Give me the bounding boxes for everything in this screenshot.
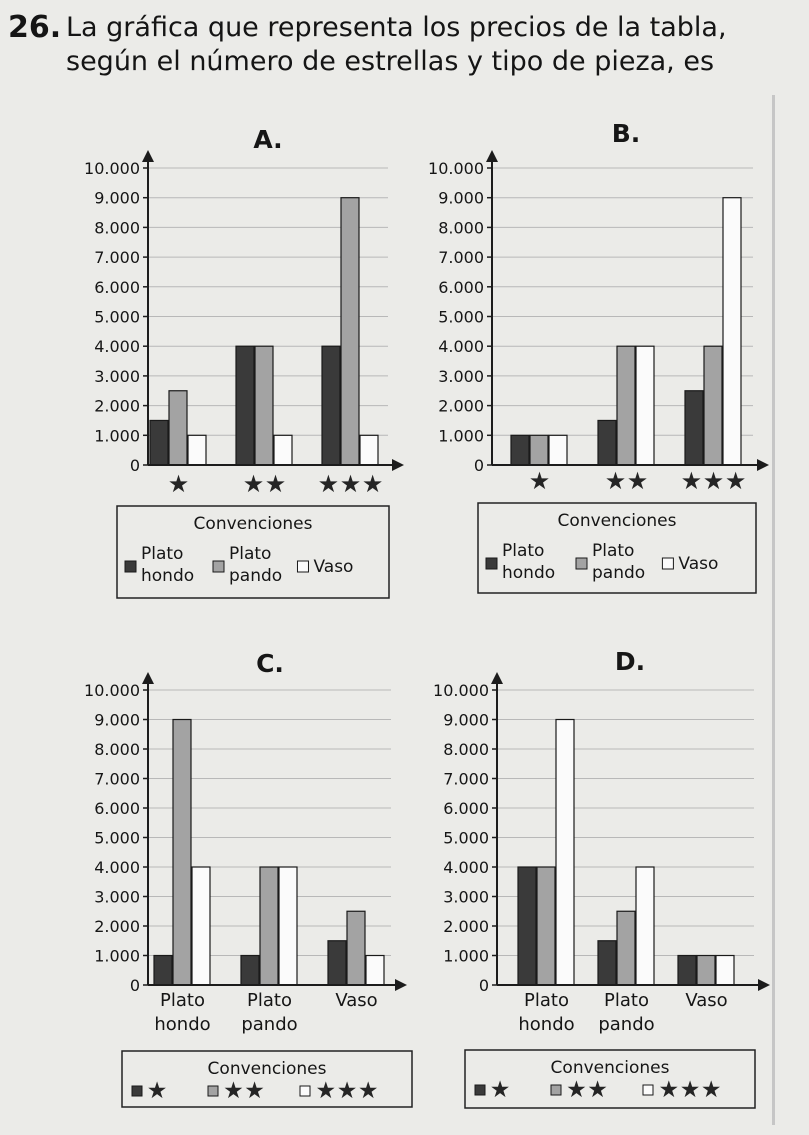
bar-3-1 — [678, 956, 696, 986]
legend-label — [223, 1078, 265, 1104]
legend-label: hondo — [141, 566, 195, 586]
y-tick-label: 9.000 — [94, 710, 140, 730]
y-tick-label: 8.000 — [438, 218, 484, 238]
legend-swatch — [486, 558, 497, 569]
category-label — [318, 470, 384, 498]
bar-3-3 — [716, 956, 734, 986]
y-tick-label: 5.000 — [94, 828, 140, 848]
bar-3-3 — [723, 198, 741, 465]
star-icon: ★ — [680, 467, 703, 495]
bar-3-1 — [328, 941, 346, 985]
star-icon: ★ — [724, 467, 747, 495]
y-tick-label: 1.000 — [443, 946, 489, 966]
bar-1-1 — [518, 867, 536, 985]
category-label: hondo — [154, 1014, 211, 1035]
chart-title: D. — [614, 647, 646, 676]
category-label: Plato — [604, 990, 649, 1011]
legend-label — [316, 1078, 379, 1104]
legend-swatch — [208, 1086, 218, 1096]
legend-title: Convenciones — [550, 1058, 670, 1078]
bar-2-1 — [598, 420, 616, 465]
star-icon: ★ — [489, 1077, 511, 1103]
y-tick-label: 5.000 — [438, 307, 484, 327]
category-label: hondo — [518, 1014, 575, 1035]
legend — [478, 503, 756, 593]
x-axis-arrow — [395, 979, 407, 991]
y-tick-label: 1.000 — [438, 426, 484, 446]
y-tick-label: 1.000 — [94, 426, 140, 446]
star-icon: ★ — [357, 1078, 379, 1104]
y-tick-label: 9.000 — [438, 188, 484, 208]
legend-swatch — [297, 561, 308, 572]
star-icon: ★ — [146, 1078, 168, 1104]
legend-label — [147, 1078, 168, 1104]
legend — [122, 1051, 412, 1107]
y-tick-label: 4.000 — [94, 337, 140, 357]
bar-3-3 — [360, 435, 378, 465]
legend-swatch — [643, 1085, 653, 1095]
y-tick-label: 4.000 — [438, 337, 484, 357]
y-tick-label: 5.000 — [443, 828, 489, 848]
bar-1-2 — [530, 435, 548, 465]
y-tick-label: 0 — [473, 456, 484, 475]
legend-swatch — [132, 1086, 142, 1096]
y-tick-label: 4.000 — [94, 858, 140, 877]
star-icon: ★ — [336, 1078, 358, 1104]
legend-label: hondo — [502, 563, 556, 583]
x-axis-arrow — [392, 459, 404, 471]
y-tick-label: 0 — [129, 456, 140, 475]
legend-label — [490, 1077, 511, 1103]
legend-swatch — [576, 558, 587, 569]
legend-title: Convenciones — [557, 511, 677, 531]
y-tick-label: 8.000 — [94, 740, 140, 759]
legend-label: Plato — [229, 544, 272, 564]
bar-1-3 — [549, 435, 567, 465]
y-axis-arrow — [142, 672, 154, 684]
category-label — [529, 467, 551, 495]
y-tick-label: 8.000 — [443, 740, 489, 759]
legend-label: Plato — [592, 541, 635, 561]
bar-3-1 — [322, 346, 340, 465]
bar-3-2 — [341, 198, 359, 465]
category-label: pando — [241, 1014, 298, 1035]
category-label: Vaso — [685, 990, 728, 1011]
bar-1-3 — [192, 867, 210, 985]
legend — [117, 506, 389, 598]
star-icon: ★ — [702, 467, 725, 495]
y-tick-label: 2.000 — [443, 917, 489, 936]
star-icon: ★ — [587, 1077, 608, 1103]
star-icon: ★ — [167, 470, 190, 498]
y-tick-label: 6.000 — [94, 799, 140, 818]
y-tick-label: 1.000 — [94, 946, 140, 966]
chart-title: C. — [256, 649, 284, 678]
bar-3-2 — [347, 911, 365, 985]
star-icon: ★ — [566, 1077, 587, 1103]
y-tick-label: 6.000 — [438, 277, 484, 297]
star-icon: ★ — [242, 470, 265, 498]
bar-2-1 — [598, 941, 616, 985]
star-icon: ★ — [528, 467, 551, 495]
y-tick-label: 3.000 — [94, 366, 140, 386]
y-tick-label: 2.000 — [94, 396, 140, 416]
chart-c — [84, 649, 412, 1107]
bar-2-1 — [236, 346, 254, 465]
category-label: Plato — [247, 990, 292, 1011]
bar-1-3 — [556, 720, 574, 986]
chart-d — [433, 647, 770, 1108]
bar-1-3 — [188, 435, 206, 465]
y-tick-label: 3.000 — [438, 366, 484, 386]
bar-2-1 — [241, 956, 259, 986]
y-axis-arrow — [142, 150, 154, 162]
y-tick-label: 3.000 — [443, 887, 489, 907]
star-icon: ★ — [604, 467, 627, 495]
y-tick-label: 2.000 — [94, 917, 140, 936]
y-tick-label: 0 — [129, 976, 140, 995]
y-tick-label: 9.000 — [443, 710, 489, 730]
legend-swatch — [475, 1085, 485, 1095]
y-tick-label: 10.000 — [84, 681, 140, 700]
legend-label: Vaso — [678, 554, 719, 574]
star-icon: ★ — [339, 470, 362, 498]
y-tick-label: 6.000 — [94, 277, 140, 297]
legend-label: pando — [592, 563, 646, 583]
y-tick-label: 4.000 — [443, 858, 489, 877]
legend-title: Convenciones — [207, 1059, 327, 1079]
legend-label: Plato — [141, 544, 184, 564]
star-icon: ★ — [658, 1077, 680, 1103]
star-icon: ★ — [317, 470, 340, 498]
y-tick-label: 2.000 — [438, 396, 484, 416]
star-icon: ★ — [361, 470, 384, 498]
y-tick-label: 10.000 — [84, 159, 140, 178]
star-icon: ★ — [315, 1078, 337, 1104]
legend-swatch — [551, 1085, 561, 1095]
bar-2-3 — [636, 346, 654, 465]
bar-1-1 — [154, 956, 172, 986]
bar-3-1 — [685, 391, 703, 465]
bar-3-2 — [697, 956, 715, 986]
legend-label: Vaso — [313, 557, 354, 577]
y-tick-label: 9.000 — [94, 188, 140, 208]
bar-2-2 — [255, 346, 273, 465]
y-tick-label: 0 — [478, 976, 489, 995]
legend-swatch — [213, 561, 224, 572]
category-label: pando — [598, 1014, 655, 1035]
bar-2-3 — [279, 867, 297, 985]
y-tick-label: 10.000 — [428, 159, 484, 178]
legend-swatch — [125, 561, 136, 572]
y-tick-label: 6.000 — [443, 799, 489, 818]
bar-2-2 — [617, 911, 635, 985]
y-axis-arrow — [491, 672, 503, 684]
category-label — [243, 470, 287, 498]
chart-title: A. — [253, 125, 283, 154]
y-tick-label: 3.000 — [94, 887, 140, 907]
chart-a — [84, 125, 404, 598]
star-icon: ★ — [264, 470, 287, 498]
category-label: Vaso — [335, 990, 378, 1011]
legend-label — [566, 1077, 608, 1103]
legend-label — [659, 1077, 722, 1103]
bar-1-2 — [537, 867, 555, 985]
category-label — [605, 467, 649, 495]
category-label — [168, 470, 190, 498]
category-label — [681, 467, 747, 495]
star-icon: ★ — [626, 467, 649, 495]
y-axis-arrow — [486, 150, 498, 162]
chart-title: B. — [611, 119, 641, 148]
legend-title: Convenciones — [193, 514, 313, 534]
bar-1-1 — [511, 435, 529, 465]
y-tick-label: 7.000 — [438, 248, 484, 268]
bar-2-3 — [636, 867, 654, 985]
category-label: Plato — [160, 990, 205, 1011]
bar-1-2 — [173, 720, 191, 986]
legend-swatch — [662, 558, 673, 569]
y-tick-label: 7.000 — [443, 769, 489, 789]
y-tick-label: 5.000 — [94, 307, 140, 327]
y-tick-label: 8.000 — [94, 218, 140, 238]
question-text-line-1: La gráfica que representa los precios de la tabla, — [66, 12, 727, 43]
y-tick-label: 7.000 — [94, 248, 140, 268]
star-icon: ★ — [244, 1078, 265, 1104]
bar-1-2 — [169, 391, 187, 465]
legend-swatch — [300, 1086, 310, 1096]
bar-2-2 — [617, 346, 635, 465]
bar-1-1 — [150, 420, 168, 465]
y-tick-label: 10.000 — [433, 681, 489, 700]
star-icon: ★ — [679, 1077, 701, 1103]
legend-label: pando — [229, 566, 283, 586]
star-icon: ★ — [223, 1078, 244, 1104]
chart-b — [428, 119, 769, 593]
question-number: 26. — [8, 10, 62, 45]
bar-3-2 — [704, 346, 722, 465]
star-icon: ★ — [700, 1077, 722, 1103]
legend-label: Plato — [502, 541, 545, 561]
y-tick-label: 7.000 — [94, 769, 140, 789]
bar-2-2 — [260, 867, 278, 985]
bar-3-3 — [366, 956, 384, 986]
question-text-line-2: según el número de estrellas y tipo de pieza, es — [66, 46, 715, 77]
bar-2-3 — [274, 435, 292, 465]
x-axis-arrow — [758, 979, 770, 991]
x-axis-arrow — [757, 459, 769, 471]
legend — [465, 1050, 755, 1108]
category-label: Plato — [524, 990, 569, 1011]
